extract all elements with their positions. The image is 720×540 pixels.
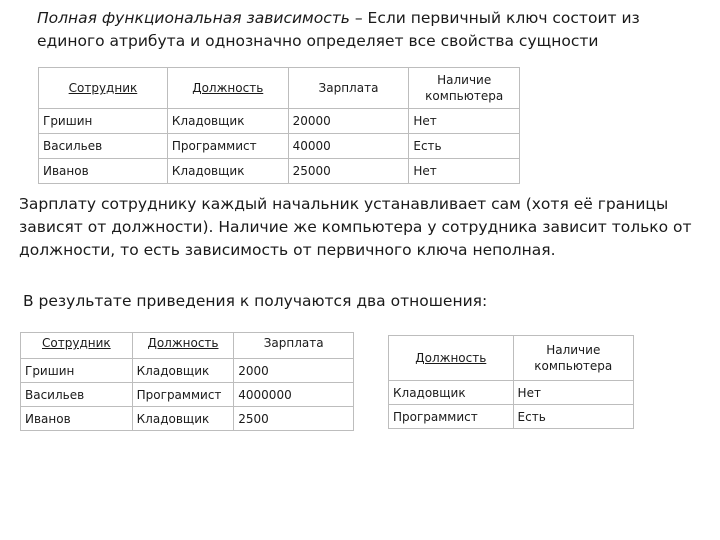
- definition-paragraph: [37, 7, 697, 53]
- cell-salary: 20000: [288, 109, 409, 134]
- header-position: Должность: [132, 333, 234, 359]
- cell-employee: Иванов: [21, 407, 133, 431]
- table-header-row: [389, 336, 634, 381]
- header-position: Должность: [167, 68, 288, 109]
- cell-position: Кладовщик: [389, 381, 514, 405]
- definition-text: Если первичный ключ состоит из единого атрибута и однозначно определяет все свойства сущности: [37, 9, 640, 50]
- employee-salary-table: [20, 332, 354, 431]
- cell-salary: 2500: [234, 407, 354, 431]
- cell-computer: Нет: [513, 381, 633, 405]
- cell-position: Кладовщик: [132, 359, 234, 383]
- cell-employee: Гришин: [39, 109, 168, 134]
- table-row: [39, 159, 520, 184]
- position-computer-table: [388, 335, 634, 429]
- result-paragraph: В результате приведения к получаются два отношения:: [23, 292, 488, 310]
- header-computer: Наличие компьютера: [409, 68, 520, 109]
- cell-position: Программист: [132, 383, 234, 407]
- definition-term: Полная функциональная зависимость: [37, 9, 350, 27]
- cell-position: Кладовщик: [167, 159, 288, 184]
- table-header-row: [39, 68, 520, 109]
- header-salary: Зарплата: [234, 333, 354, 359]
- header-position: Должность: [389, 336, 514, 381]
- cell-employee: Гришин: [21, 359, 133, 383]
- cell-employee: Васильев: [39, 134, 168, 159]
- cell-employee: Васильев: [21, 383, 133, 407]
- employee-table: [38, 67, 520, 184]
- cell-computer: Нет: [409, 109, 520, 134]
- cell-computer: Есть: [513, 405, 633, 429]
- explanation-paragraph: Зарплату сотруднику каждый начальник устанавливает сам (хотя её границы зависят от должности). Наличие же компьютера у сотрудника зависит только от должности, то есть зависимость от первичного ключа неполная.: [19, 195, 692, 259]
- definition-dash: –: [349, 9, 368, 27]
- cell-position: Кладовщик: [167, 109, 288, 134]
- cell-salary: 40000: [288, 134, 409, 159]
- cell-salary: 25000: [288, 159, 409, 184]
- table-row: [389, 381, 634, 405]
- cell-position: Программист: [167, 134, 288, 159]
- header-computer: Наличие компьютера: [513, 336, 633, 381]
- cell-position: Программист: [389, 405, 514, 429]
- table-row: [389, 405, 634, 429]
- cell-computer: Есть: [409, 134, 520, 159]
- cell-position: Кладовщик: [132, 407, 234, 431]
- cell-salary: 2000: [234, 359, 354, 383]
- table-row: [21, 383, 354, 407]
- header-salary: Зарплата: [288, 68, 409, 109]
- cell-salary: 4000000: [234, 383, 354, 407]
- cell-employee: Иванов: [39, 159, 168, 184]
- table-row: [39, 134, 520, 159]
- header-employee: Сотрудник: [21, 333, 133, 359]
- table-header-row: [21, 333, 354, 359]
- table-row: [39, 109, 520, 134]
- header-employee: Сотрудник: [39, 68, 168, 109]
- table-row: [21, 407, 354, 431]
- table-row: [21, 359, 354, 383]
- cell-computer: Нет: [409, 159, 520, 184]
